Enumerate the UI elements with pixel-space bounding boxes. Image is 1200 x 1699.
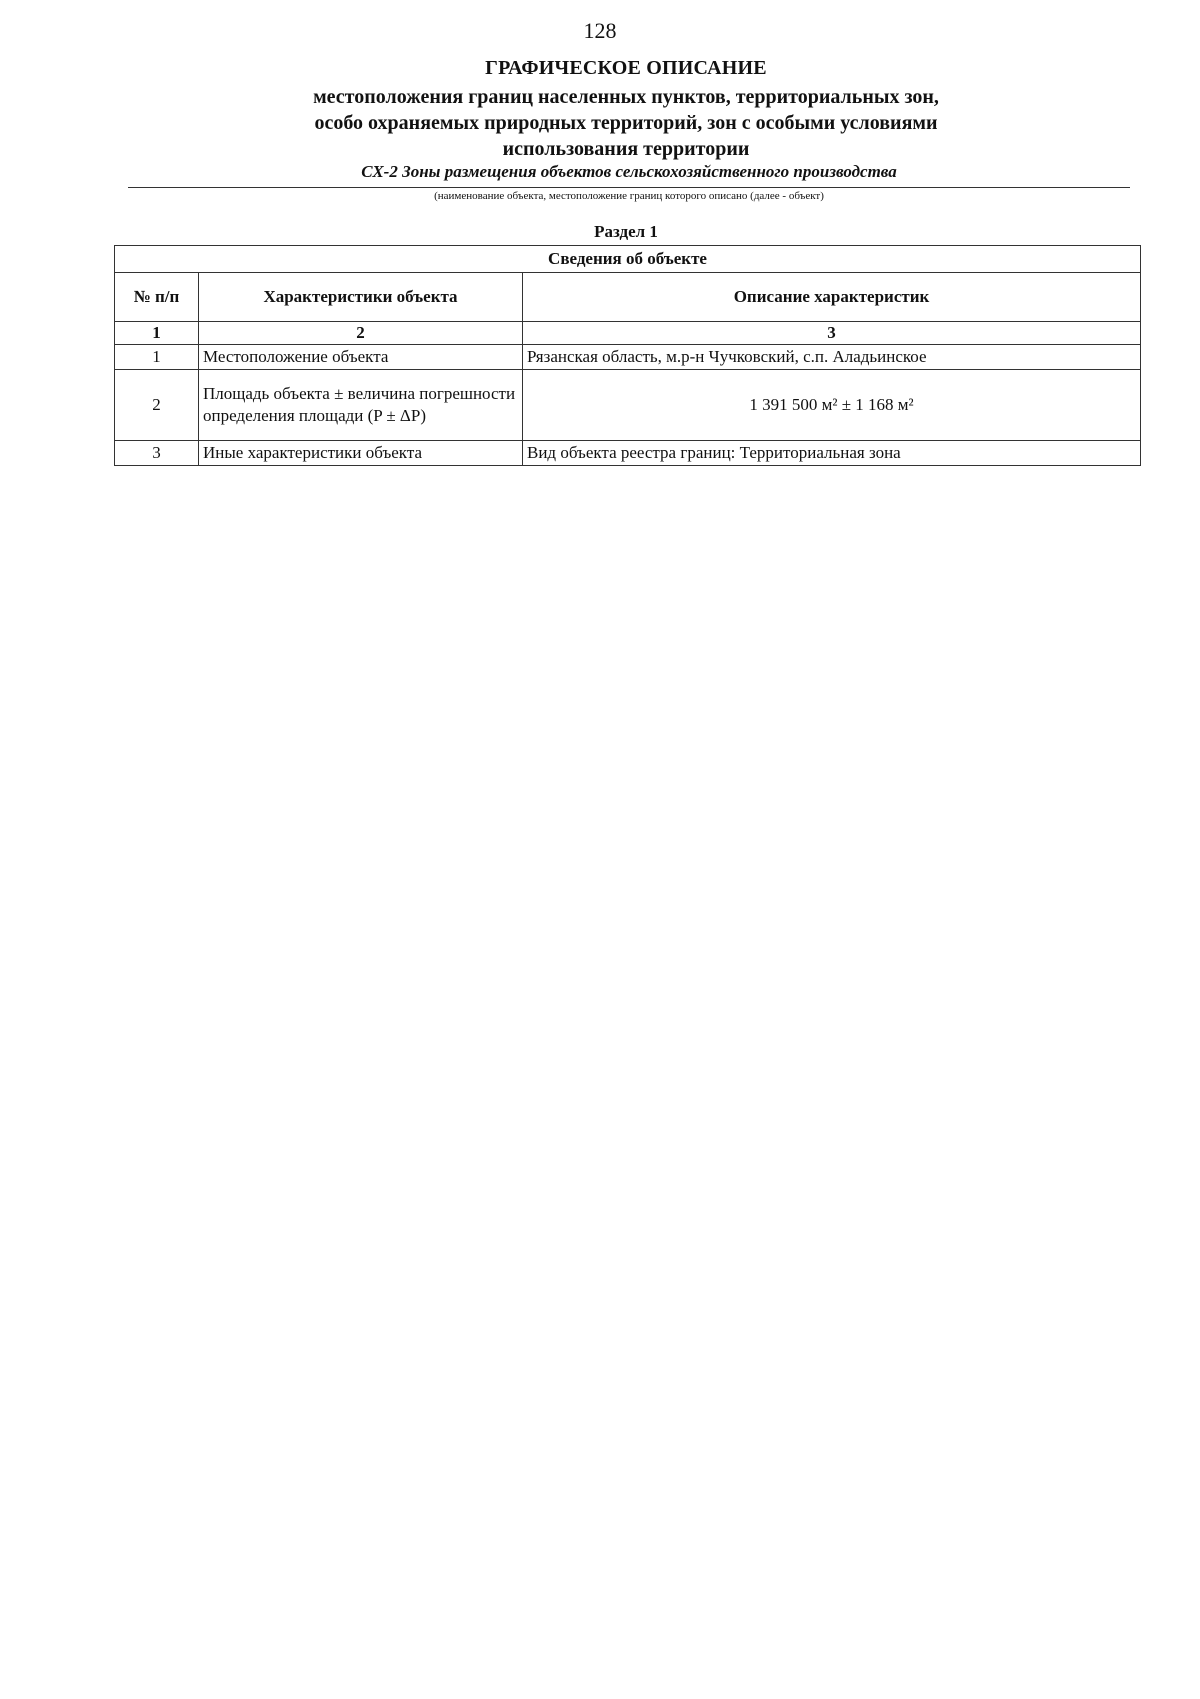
column-index: 3 — [523, 322, 1141, 345]
row-number: 3 — [115, 441, 199, 466]
row-description: 1 391 500 м² ± 1 168 м² — [523, 370, 1141, 441]
row-characteristic: Площадь объекта ± величина погрешности определения площади (P ± ΔP) — [199, 370, 523, 441]
row-number: 2 — [115, 370, 199, 441]
row-number: 1 — [115, 345, 199, 370]
column-index: 1 — [115, 322, 199, 345]
table-header-row — [115, 273, 1141, 322]
row-characteristic: Иные характеристики объекта — [199, 441, 523, 466]
column-header-characteristic: Характеристики объекта — [199, 273, 523, 322]
column-index: 2 — [199, 322, 523, 345]
object-name-underline — [128, 187, 1130, 188]
object-info-table — [114, 245, 1141, 466]
table-row — [115, 345, 1141, 370]
row-description: Вид объекта реестра границ: Территориальная зона — [523, 441, 1141, 466]
column-index-row — [115, 322, 1141, 345]
table-row — [115, 441, 1141, 466]
row-description: Рязанская область, м.р-н Чучковский, с.п. Аладьинское — [523, 345, 1141, 370]
table-row — [115, 370, 1141, 441]
table-caption: Сведения об объекте — [115, 246, 1141, 273]
row-characteristic: Местоположение объекта — [199, 345, 523, 370]
document-subtitle: местоположения границ населенных пунктов, территориальных зон, особо охраняемых природных территорий, зон с особыми условиями использования территории — [313, 86, 939, 160]
page-number: 128 — [583, 18, 617, 43]
section-title: Раздел 1 — [594, 222, 658, 241]
column-header-description: Описание характеристик — [523, 273, 1141, 322]
column-header-number: № п/п — [115, 273, 199, 322]
object-name: СХ-2 Зоны размещения объектов сельскохозяйственного производства — [361, 162, 897, 181]
document-title: ГРАФИЧЕСКОЕ ОПИСАНИЕ — [485, 57, 767, 79]
object-name-caption: (наименование объекта, местоположение границ которого описано (далее - объект) — [434, 190, 824, 202]
table-caption-row — [115, 246, 1141, 273]
